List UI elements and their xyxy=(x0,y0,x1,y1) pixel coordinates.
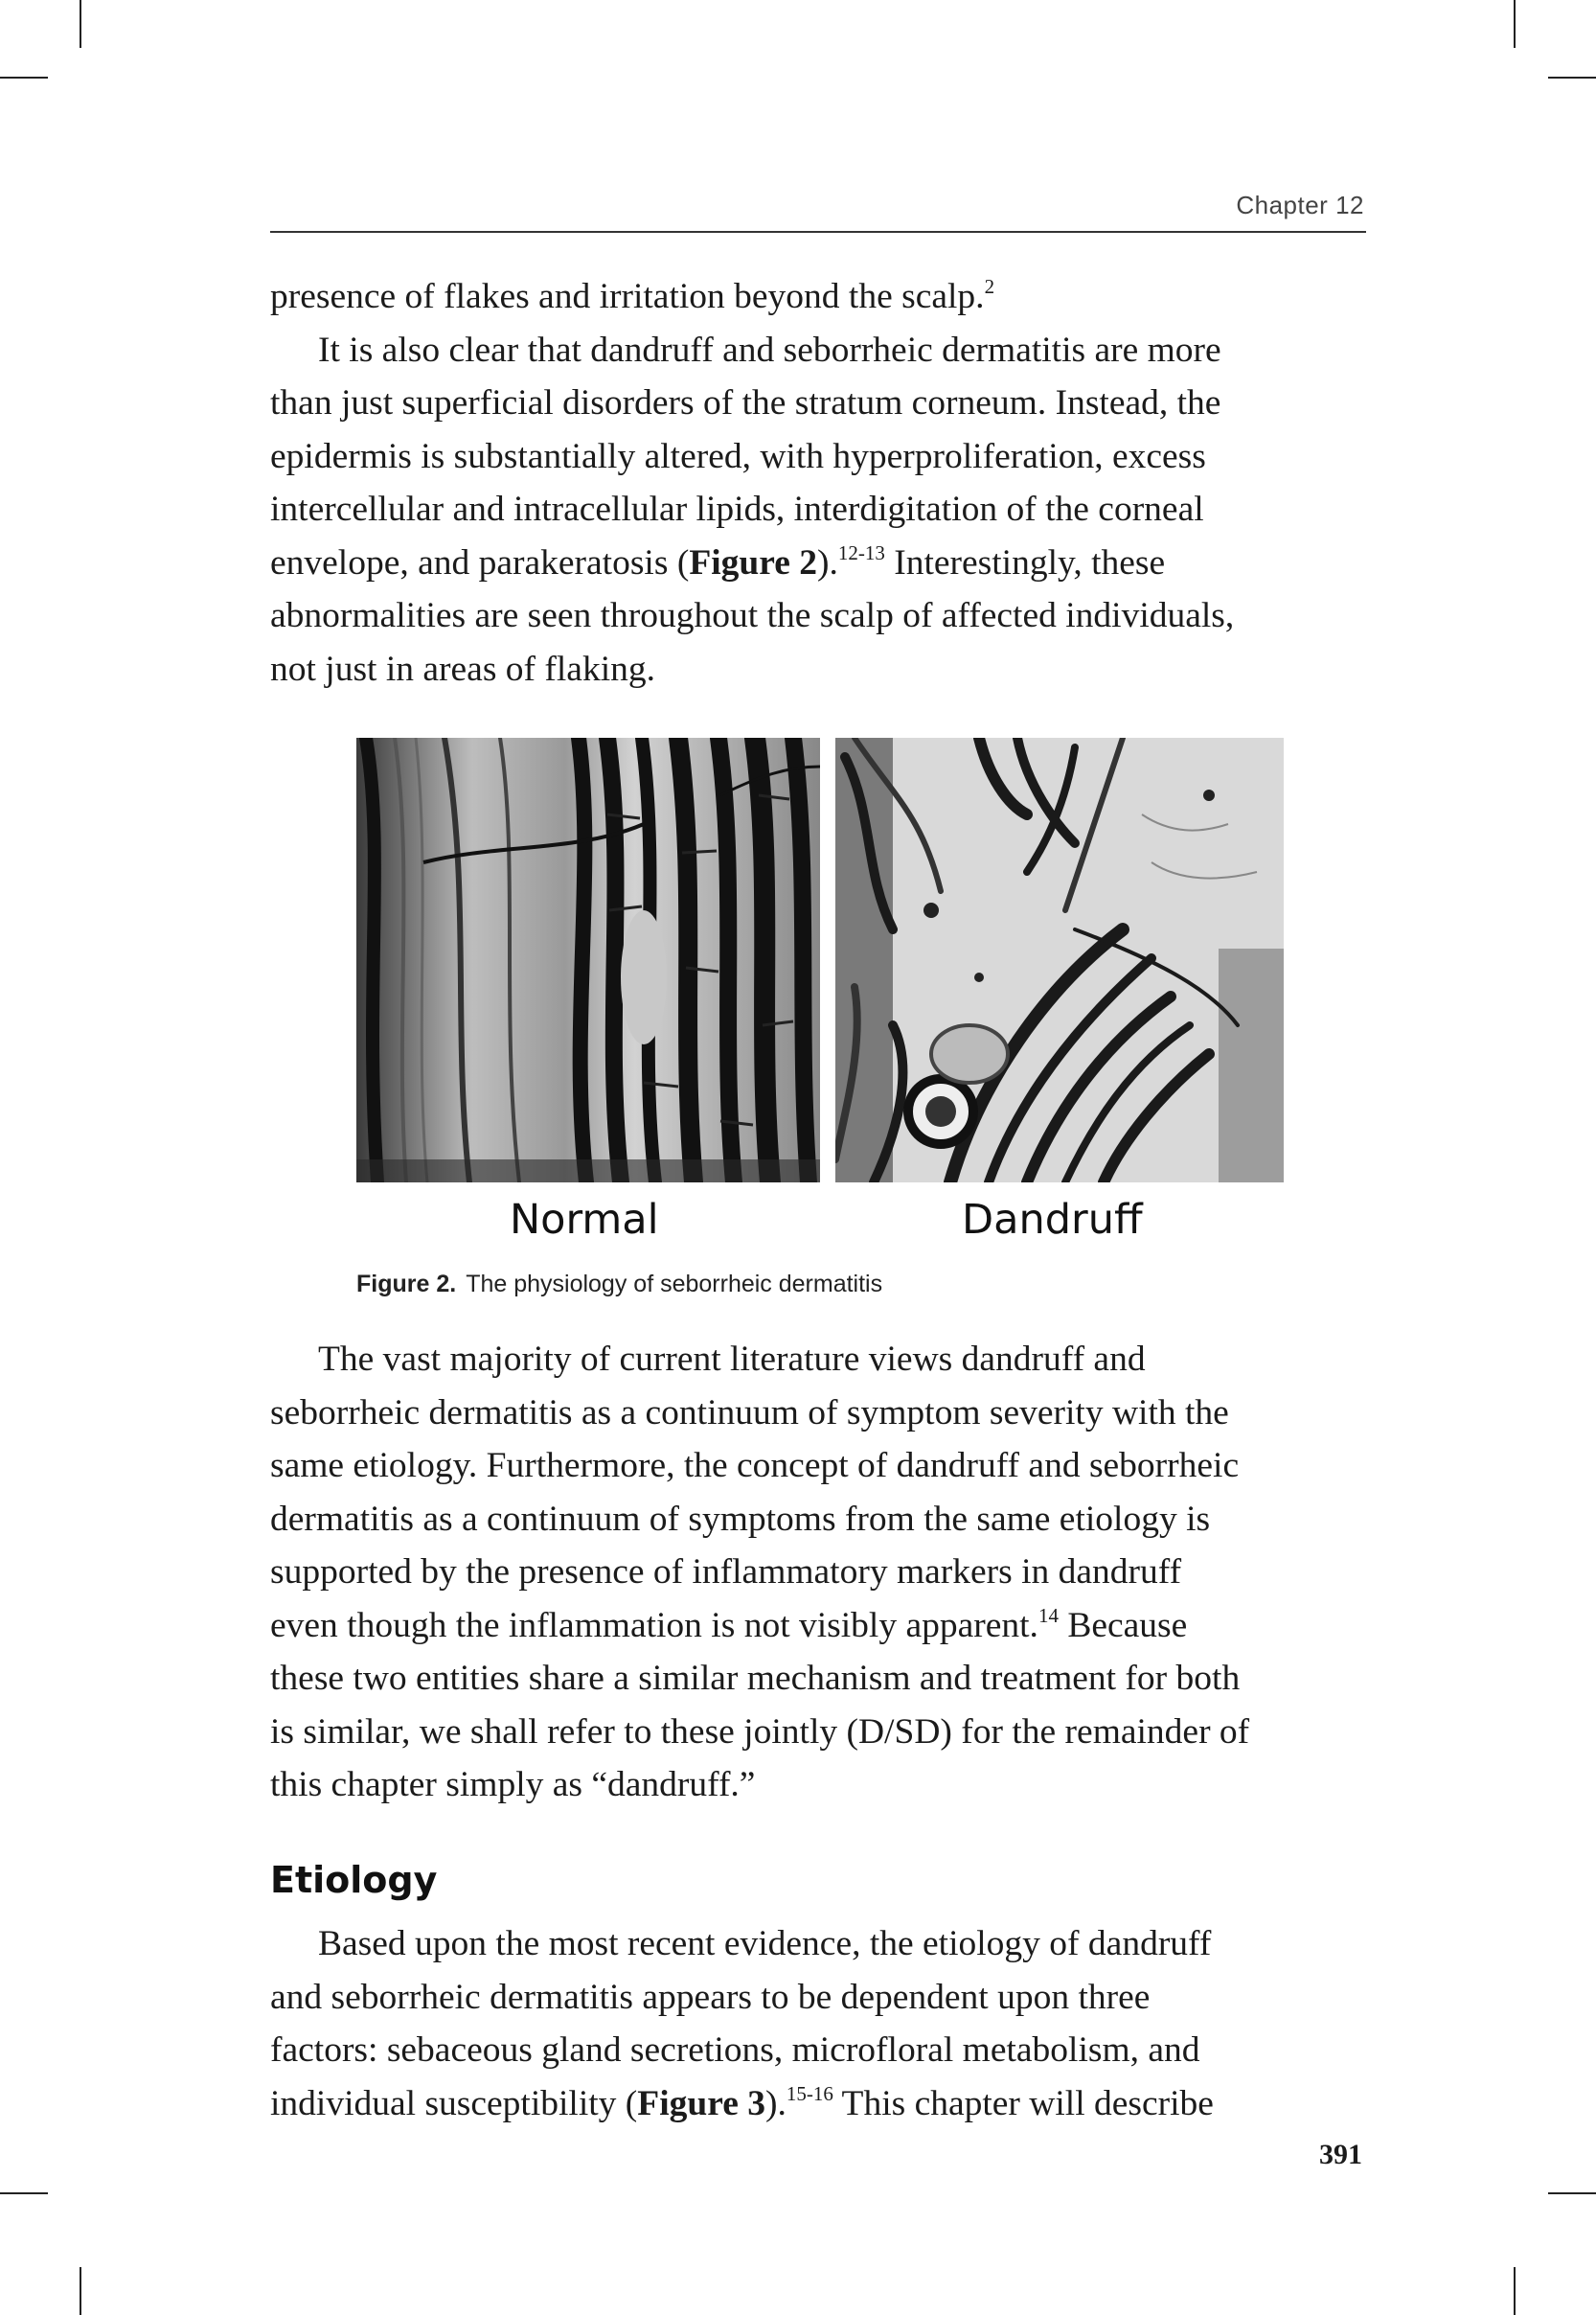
figure-label-normal: Normal xyxy=(510,1196,659,1244)
crop-mark xyxy=(80,0,81,48)
paragraph-continuation: presence of flakes and irritation beyond the scalp.$^2$ xyxy=(270,275,995,316)
citation-superscript: 14 xyxy=(1037,1603,1059,1627)
page-number: 391 xyxy=(1319,2139,1362,2170)
figure-caption-number: Figure 2. xyxy=(356,1271,457,1297)
paragraph: The vast majority of current literature views dandruff and seborrheic dermatitis as a continuum of symptom severity with the same etiology. Furthermore, the concept of dandruff and seborrheic dermatitis as a continuum of symptoms from the same etiology is supported by the presence of inflammatory markers in dandruff even though the inflammation is not visibly apparent.$^{14}$ Because these two entities share a similar mechanism and treatment for both is similar, we shall refer to these jointly (D/SD) for the remainder of this chapter simply as “dandruff.” xyxy=(270,1340,1250,1804)
crop-mark xyxy=(1548,2192,1596,2194)
crop-mark xyxy=(1514,2267,1516,2315)
citation-superscript: 15-16 xyxy=(786,2081,833,2105)
running-header xyxy=(270,187,1366,233)
crop-mark xyxy=(0,2192,48,2194)
body-text-bottom xyxy=(270,1917,1366,2130)
figure-reference: Figure 3 xyxy=(637,2083,765,2123)
figure-caption-text: The physiology of seborrheic dermatitis xyxy=(466,1271,883,1297)
paragraph: It is also clear that dandruff and seborrheic dermatitis are more than just superficial disorders of the stratum corneum. Instead, the epidermis is substantially altered, with hyperproliferation, excess intercellular and intracellular lipids, interdigitation of the corneal envelope, and parakeratosis (Figure 2).$^{12-13}$ Interestingly, these abnormalities are seen throughout the scalp of affected individuals, not just in areas of flaking. xyxy=(270,330,1235,689)
micrograph-normal xyxy=(356,738,820,1182)
paragraph: Based upon the most recent evidence, the etiology of dandruff and seborrheic dermatitis appears to be dependent upon three factors: sebaceous gland secretions, microfloral metabolism, and individual susceptibility (Figure 3).$^{15-16}$ This chapter will describe xyxy=(270,1924,1214,2123)
body-text-middle xyxy=(270,1333,1366,1812)
figure-caption xyxy=(356,1271,882,1298)
figure-reference: Figure 2 xyxy=(689,542,817,583)
crop-mark xyxy=(1548,77,1596,79)
crop-mark xyxy=(1514,0,1516,48)
section-heading: Etiology xyxy=(270,1859,438,1901)
crop-mark xyxy=(80,2267,81,2315)
citation-superscript: 12-13 xyxy=(837,540,885,564)
body-text-top xyxy=(270,270,1366,696)
crop-mark xyxy=(0,77,48,79)
micrograph-dandruff xyxy=(835,738,1284,1182)
figure-label-dandruff: Dandruff xyxy=(962,1196,1143,1244)
chapter-label: Chapter 12 xyxy=(1236,191,1364,219)
citation-superscript: 2 xyxy=(984,275,995,298)
